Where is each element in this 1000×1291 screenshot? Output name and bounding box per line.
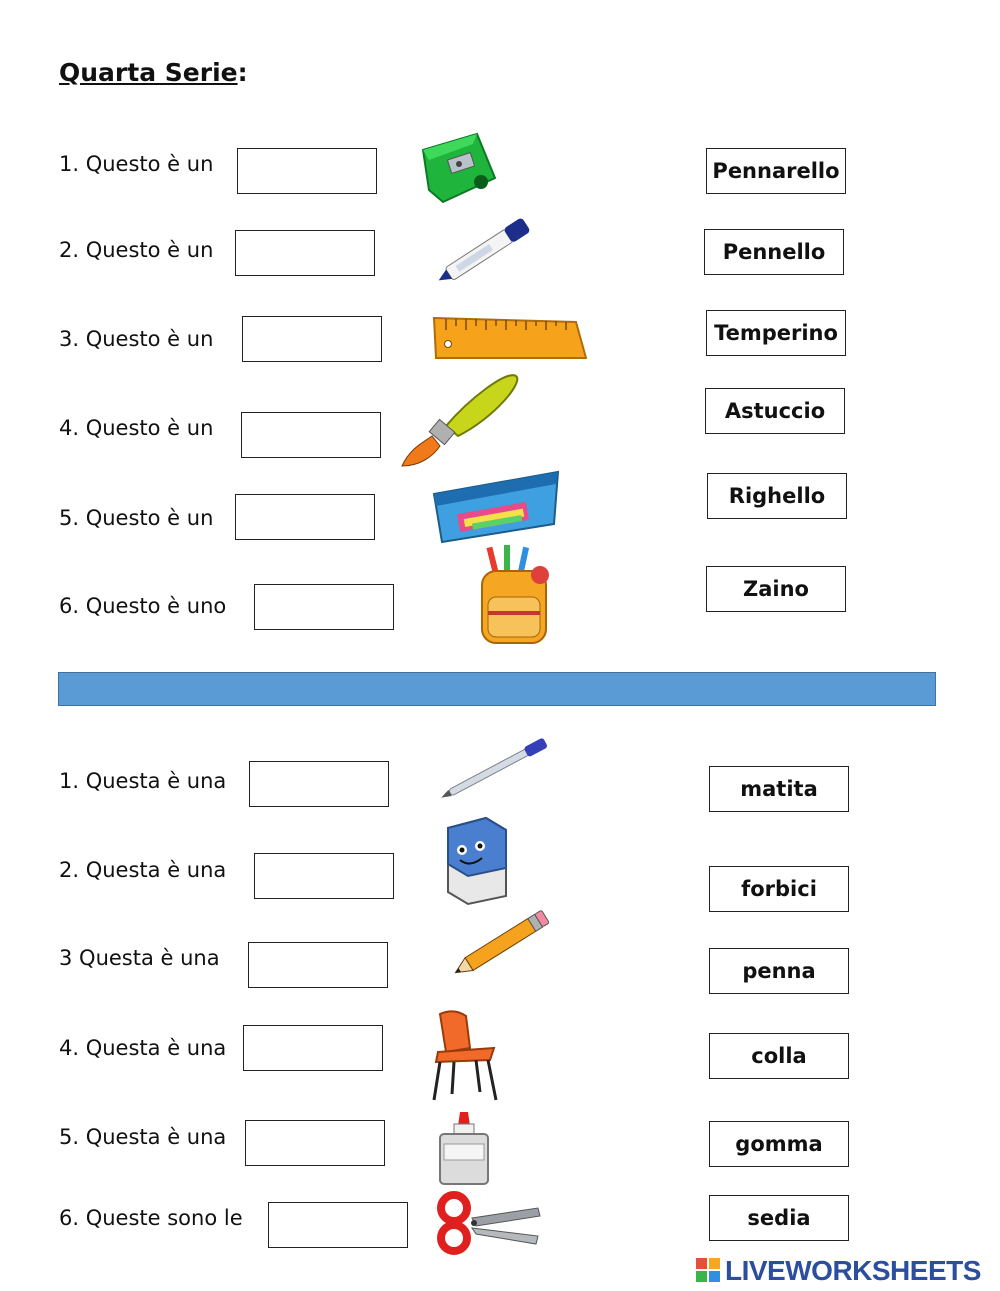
question-label: 6. Questo è uno (59, 594, 227, 618)
word-card[interactable]: penna (709, 948, 849, 994)
question-label: 5. Questa è una (59, 1125, 227, 1149)
section-divider (58, 672, 936, 706)
word-card[interactable]: gomma (709, 1121, 849, 1167)
word-card[interactable]: sedia (709, 1195, 849, 1241)
answer-input[interactable] (242, 316, 382, 362)
answer-input[interactable] (254, 853, 394, 899)
page-title: Quarta Serie: (59, 58, 248, 87)
chair-icon (430, 1008, 502, 1104)
scissors-icon (432, 1190, 542, 1256)
answer-input[interactable] (241, 412, 381, 458)
pencil-icon (444, 906, 554, 986)
answer-input[interactable] (235, 494, 375, 540)
sharpener-icon (415, 128, 500, 208)
pen-icon (434, 728, 562, 808)
word-card[interactable]: Zaino (706, 566, 846, 612)
word-card[interactable]: colla (709, 1033, 849, 1079)
question-label: 5. Questo è un (59, 506, 214, 530)
answer-input[interactable] (237, 148, 377, 194)
question-label: 3 Questa è una (59, 946, 220, 970)
question-label: 1. Questa è una (59, 769, 227, 793)
question-label: 4. Questo è un (59, 416, 214, 440)
eraser-icon (440, 814, 514, 906)
ruler-icon (432, 312, 588, 364)
word-card[interactable]: Pennello (704, 229, 844, 275)
question-label: 4. Questa è una (59, 1036, 227, 1060)
marker-icon (428, 208, 540, 294)
question-label: 1. Questo è un (59, 152, 214, 176)
glue-icon (436, 1110, 492, 1186)
answer-input[interactable] (243, 1025, 383, 1071)
answer-input[interactable] (245, 1120, 385, 1166)
word-card[interactable]: matita (709, 766, 849, 812)
answer-input[interactable] (268, 1202, 408, 1248)
liveworksheets-logo (696, 1255, 981, 1287)
paintbrush-icon (398, 370, 528, 472)
answer-input[interactable] (249, 761, 389, 807)
word-card[interactable]: Astuccio (705, 388, 845, 434)
pencil-case-icon (428, 464, 564, 550)
backpack-icon (470, 545, 556, 649)
liveworksheets-logo-icon (696, 1258, 722, 1284)
brand-name: LIVEWORKSHEETS (725, 1255, 981, 1286)
word-card[interactable]: forbici (709, 866, 849, 912)
word-card[interactable]: Temperino (706, 310, 846, 356)
answer-input[interactable] (248, 942, 388, 988)
question-label: 2. Questa è una (59, 858, 227, 882)
answer-input[interactable] (254, 584, 394, 630)
question-label: 2. Questo è un (59, 238, 214, 262)
word-card[interactable]: Pennarello (706, 148, 846, 194)
word-card[interactable]: Righello (707, 473, 847, 519)
answer-input[interactable] (235, 230, 375, 276)
question-label: 3. Questo è un (59, 327, 214, 351)
question-label: 6. Queste sono le (59, 1206, 243, 1230)
